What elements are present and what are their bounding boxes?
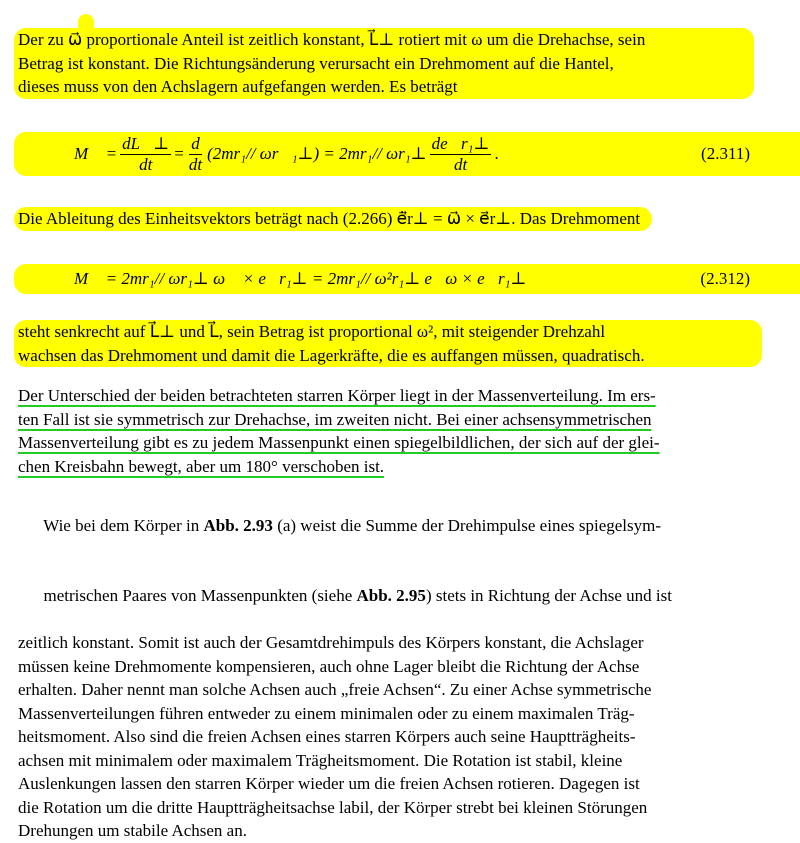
figure-ref-2-93: Abb. 2.93	[203, 515, 273, 535]
equation-2-311	[14, 132, 800, 176]
eq1-fraction-2: $\frac{d}{dt}$	[188, 133, 203, 174]
para1-line-1: Der zu ω⃗ proportionale Anteil ist zeitlich konstant, L⃗⊥ rotiert mit ω um die Drehachse, sein	[18, 30, 646, 49]
para5-line-4: müssen keine Drehmomente kompensieren, auch ohne Lager bleibt die Richtung der Achse	[18, 656, 640, 676]
equation-2-311-body: M⃗ = $\frac{dL⃗\perp}{dt}$ = $\frac{d}{dt}$ (2mr₁// ωr⃗₁⊥) = 2mr₁// ωr₁⊥ $\frac{\text{de⃗r₁⊥}}{dt}$ .	[74, 133, 499, 174]
para1-line-3: dieses muss von den Achslagern aufgefangen werden. Es beträgt	[18, 77, 458, 96]
paragraph-3	[14, 320, 762, 367]
para5-line-5: erhalten. Daher nennt man solche Achsen auch „freie Achsen“. Zu einer Achse symmetrische	[18, 680, 652, 699]
equation-number-2-311: (2.311)	[701, 144, 750, 163]
para5-line-6: Massenverteilungen führen entweder zu einem minimalen oder zu einem maximalen Träg-	[18, 703, 635, 723]
para1-line-2: Betrag ist konstant. Die Richtungsänderung verursacht ein Drehmoment auf die Hantel,	[18, 53, 614, 73]
eq2-expression: M⃗ = 2mr₁// ωr₁⊥ ω⃗ × e⃗r₁⊥ = 2mr₁// ω²r₁⊥ e⃗ω × e⃗r₁⊥	[74, 269, 527, 288]
para4-line-4: chen Kreisbahn bewegt, aber um 180° verschoben ist.	[18, 456, 385, 476]
equation-2-312	[14, 264, 800, 294]
equation-2-312-body	[74, 269, 526, 289]
para5-line-9: Auslenkungen lassen den starren Körper wieder um die freien Achsen rotieren. Dagegen ist	[18, 774, 640, 793]
para5-line-8: achsen mit minimalem oder maximalem Trägheitsmoment. Die Rotation ist stabil, kleine	[18, 750, 623, 770]
paragraph-5	[14, 490, 756, 843]
para5-line-10: die Rotation um die dritte Hauptträgheitsachse labil, der Körper strebt bei kleinen Störungen	[18, 797, 648, 817]
eq1-fraction-3: $\frac{\text{de⃗r₁⊥}}{dt}$	[431, 133, 490, 174]
paragraph-2: Die Ableitung des Einheitsvektors beträgt nach (2.266) ė⃗r⊥ = ω⃗ × e⃗r⊥. Das Drehmoment	[14, 207, 652, 231]
paragraph-4	[14, 384, 756, 478]
para5-line-7: heitsmoment. Also sind die freien Achsen eines starren Körpers auch seine Hauptträgheits-	[18, 727, 636, 746]
paragraph-1	[14, 28, 754, 99]
para5-line-2: metrischen Paares von Massenpunkten (siehe Abb. 2.95) stets in Richtung der Achse und ist	[43, 586, 672, 605]
para4-line-1: Der Unterschied der beiden betrachteten starren Körper liegt in der Massenverteilung. Im ers-	[18, 386, 656, 405]
eq1-middle: (2mr₁// ωr⃗₁⊥) = 2mr₁// ωr₁⊥	[207, 144, 427, 163]
para3-line-1: steht senkrecht auf L⃗⊥ und L⃗, sein Betrag ist proportional ω², mit steigender Drehzahl	[18, 322, 606, 341]
equation-number-2-312: (2.312)	[700, 269, 750, 288]
eq1-fraction-1: $\frac{dL⃗\perp}{dt}$	[122, 133, 170, 174]
para5-line-3: zeitlich konstant. Somit ist auch der Gesamtdrehimpuls des Körpers konstant, die Achslager	[18, 633, 644, 652]
figure-ref-2-95: Abb. 2.95	[356, 586, 426, 605]
para5-line-11: Drehungen um stabile Achsen an.	[18, 821, 247, 840]
para3-line-2: wachsen das Drehmoment und damit die Lagerkräfte, die es auffangen müssen, quadratisch.	[18, 345, 645, 365]
para4-line-2: ten Fall ist sie symmetrisch zur Drehachse, im zweiten nicht. Bei einer achsensymmetrischen	[18, 409, 652, 429]
para5-line-1: Wie bei dem Körper in Abb. 2.93 (a) weist die Summe der Drehimpulse eines spiegelsym-	[43, 515, 662, 535]
para4-line-3: Massenverteilung gibt es zu jedem Massenpunkt einen spiegelbildlichen, der sich auf der glei-	[18, 433, 660, 452]
eq1-lhs: M⃗ =	[74, 144, 118, 163]
